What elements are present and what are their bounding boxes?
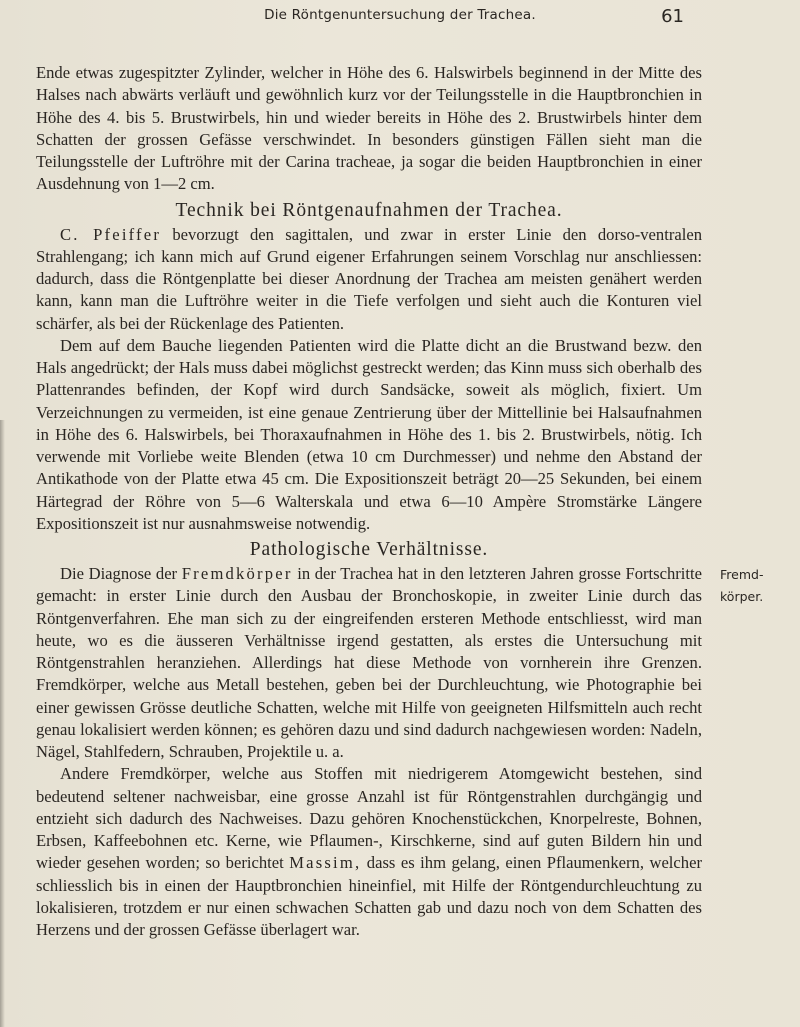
section-heading-technik: Technik bei Röntgenaufnahmen der Trachea. bbox=[175, 199, 563, 221]
running-title: Die Röntgenuntersuchung der Trachea. bbox=[264, 7, 536, 23]
paragraph-trachea-shadow: Ende etwas zugespitzter Zylinder, welcher in Höhe des 6. Halswirbels beginnend in der Mitte des Halses nach abwärts verläuft und gewöhnlich kurz vor der Teilungsstelle in die Hauptbronchien in Höhe des 4. bis 5. Brustwirbels, hin und wieder bereits in Höhe des 2. Brustwirbels hinter dem Schatten der grossen Gefässe verschwindet. In besonders günstigen Fällen sieht man die Teilungsstelle der Luftröhre mit der Carina tracheae, ja sogar die beiden Hauptbronchien in einer Ausdehnung von 1—2 cm. bbox=[36, 63, 702, 194]
page-header bbox=[0, 4, 800, 30]
page-number: 61 bbox=[661, 6, 684, 27]
paragraph-andere-fremdkoerper: Andere Fremdkörper, welche aus Stoffen mit niedrigerem Atomgewicht bestehen, sind bedeutend seltener nachweisbar, eine grosse Anzahl ist für Röntgenstrahlen durchgängig und entzieht sich dadurch des Nachweises. Dazu gehören Knochenstückchen, Knorpelreste, Bohnen, Erbsen, Kaffeebohnen etc. Kerne, wie Pflaumen-, Kirschkerne, sind auf guten Bildern hin und wieder gesehen worden; so berichtet Massim, dass es ihm gelang, einen Pflaumenkern, welcher schliesslich bis in einen der Hauptbronchien hineinfiel, mit Hilfe der Röntgendurchleuchtung zu lokalisieren, trotzdem er nur einen schwachen Schatten gab und dazu noch von dem Schatten des Herzens und der grossen Gefässe überlagert war. bbox=[36, 764, 702, 939]
author-name: Massim, bbox=[289, 853, 362, 873]
author-name: C. Pfeiffer bbox=[60, 224, 162, 244]
emphasized-term: Fremdkörper bbox=[181, 564, 293, 583]
paragraph-fremdkoerper: Die Diagnose der Fremdkörper in der Trachea hat in den letzteren Jahren grosse Fortschritte gemacht: in erster Linie durch den Ausbau der Bronchoskopie, in zweiter Linie durch das Röntgenverfahren. Ehe man sich zu der eingreifenden ersteren Methode entschliesst, wird man heute, wo es die äusseren Verhältnisse irgend gestatten, als erstes die Untersuchung mit Röntgenstrahlen heranziehen. Allerdings hat diese Methode von vornherein ihre Grenzen. Fremdkörper, welche aus Metall bestehen, geben bei der Durchleuchtung, wie Photographie bei einer gewissen Grösse deutliche Schatten, welche mit Hilfe von geeigneten Hilfsmitteln auch recht genau lokalisiert werden können; es gehören dazu und sind dadurch nachgewiesen worden: Nadeln, Nägel, Stahlfedern, Schrauben, Projektile u. a. bbox=[36, 564, 702, 761]
scan-edge-shadow bbox=[0, 420, 5, 1027]
section-heading-pathologie: Pathologische Verhältnisse. bbox=[249, 539, 489, 560]
paragraph-positioning: Dem auf dem Bauche liegenden Patienten wird die Platte dicht an die Brustwand bezw. den Hals angedrückt; der Hals muss dabei möglichst gestreckt werden; das Kinn muss sich oberhalb des Plattenrandes befinden, der Kopf wird durch Sandsäcke, soweit als möglich, fixiert. Um Verzeichnungen zu vermeiden, ist eine genaue Zentrierung über der Mittellinie bei Halsaufnahmen in Höhe des 6. Halswirbels, bei Thoraxaufnahmen in Höhe des 1. bis 2. Brustwirbels, nötig. Ich verwende mit Vorliebe weite Blenden (etwa 10 cm Durchmesser) und nehme den Abstand der Antikathode von der Platte etwa 45 cm. Die Expositionszeit beträgt 20—25 Sekunden, bei einem Härtegrad der Röhre von 5—6 Walterskala und etwa 6—10 Ampère Stromstärke Längere Expositionszeit ist nur ausnahmsweise notwendig. bbox=[36, 335, 702, 533]
margin-note: Fremd-körper. bbox=[720, 567, 764, 604]
page-body bbox=[36, 62, 702, 941]
paragraph-pfeiffer: C. Pfeiffer bevorzugt den sagittalen, und zwar in erster Linie den dorso-ventralen Strahlengang; ich kann mich auf Grund eigener Erfahrungen seinem Vorschlag nur anschliessen: dadurch, dass die Röntgenplatte bei dieser Anordnung der Trachea am meisten genähert werden kann, kann man die Luftröhre weiter in die Tiefe verfolgen und sieht auch die Konturen viel schärfer, als bei der Rückenlage des Patienten. bbox=[36, 224, 702, 333]
